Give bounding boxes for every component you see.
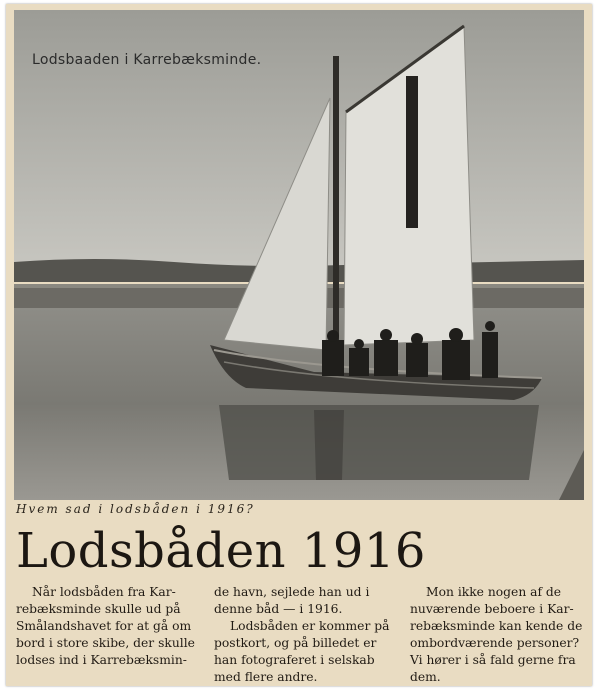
- column-line: Vi hører i så fald gerne fra: [410, 653, 576, 667]
- column-line: lodses ind i Karrebæksmin-: [16, 653, 187, 667]
- photo-illustration: [14, 10, 584, 500]
- column-line: Når lodsbåden fra Kar-: [32, 585, 176, 599]
- article-headline: Lodsbåden 1916: [16, 523, 426, 579]
- column-line: postkort, og på billedet er: [214, 636, 377, 650]
- mast: [333, 56, 339, 376]
- column-line: Smålandshavet for at gå om: [16, 619, 192, 633]
- column-line: med flere andre.: [214, 670, 318, 684]
- photo-caption: Hvem sad i lodsbåden i 1916?: [16, 502, 255, 516]
- column-line: rebæksminde skulle ud på: [16, 602, 181, 616]
- column-line: nuværende beboere i Kar-: [410, 602, 574, 616]
- column-line: rebæksminde kan kende de: [410, 619, 583, 633]
- text-column-2: [214, 584, 402, 686]
- column-line: bord i store skibe, der skulle: [16, 636, 195, 650]
- sailboat-photo: [14, 10, 584, 500]
- column-line: Mon ikke nogen af de: [426, 585, 562, 599]
- column-line: han fotograferet i selskab: [214, 653, 375, 667]
- column-line: de havn, sejlede han ud i: [214, 585, 370, 599]
- column-line: ombordværende personer?: [410, 636, 580, 650]
- boat-reflection: [219, 405, 539, 480]
- column-line: dem.: [410, 670, 441, 684]
- photo-label: Lodsbaaden i Karrebæksminde.: [32, 52, 262, 68]
- newspaper-clipping: [6, 4, 592, 686]
- column-line: Lodsbåden er kommer på: [230, 619, 390, 633]
- text-column-1: [16, 584, 206, 669]
- sail-stripe: [406, 76, 418, 228]
- text-column-3: [410, 584, 590, 686]
- column-line: denne båd — i 1916.: [214, 602, 343, 616]
